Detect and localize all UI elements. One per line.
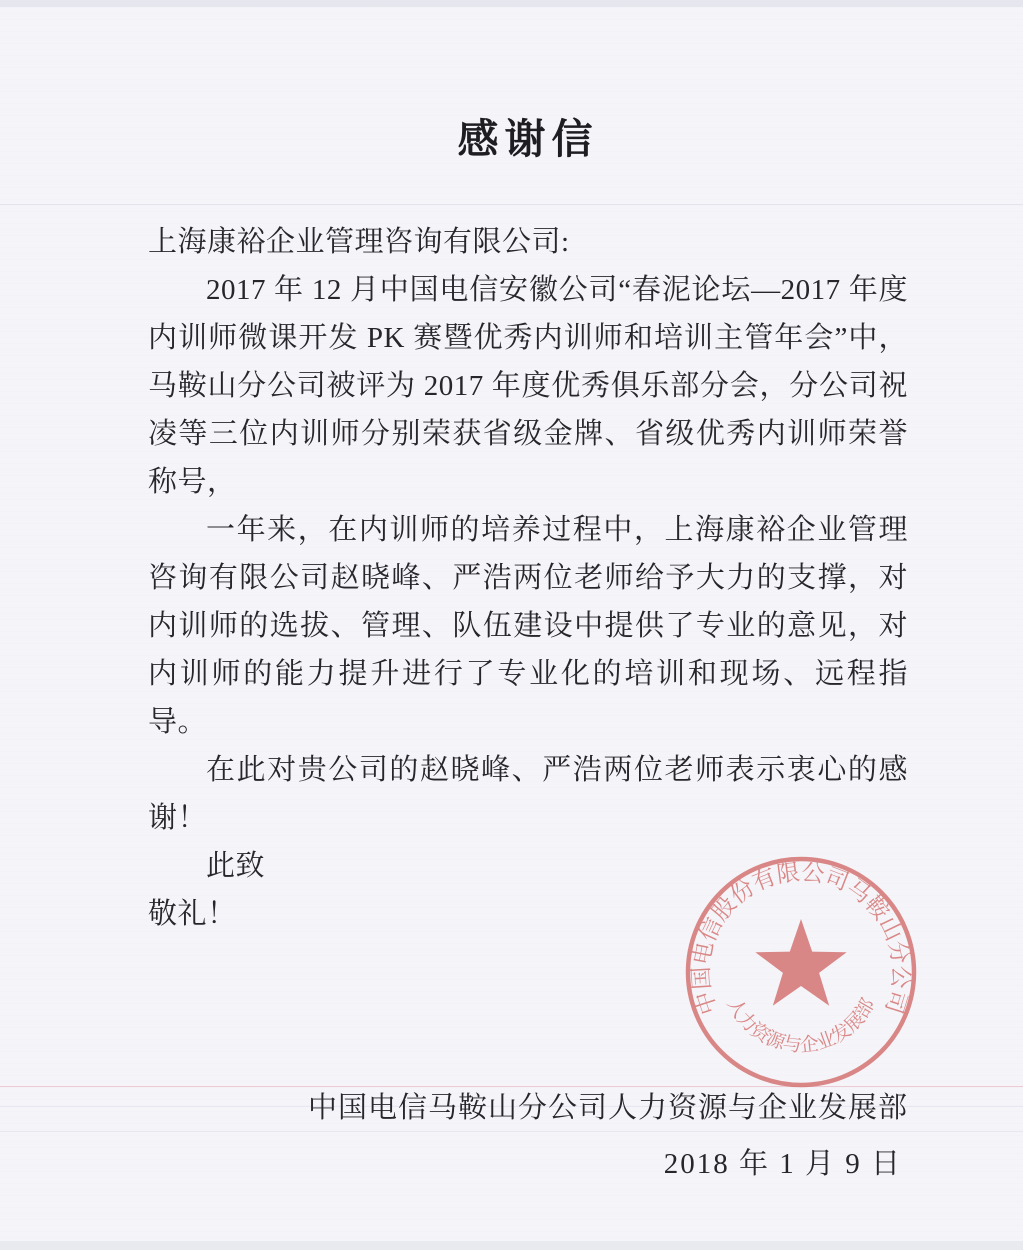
closing-salute: 敬礼！ [148, 898, 237, 930]
seal-ring-text: 中国电信股份有限公司马鞍山分公司 [688, 859, 914, 1018]
seal-bottom-text: 人力资源与企业发展部 [722, 994, 880, 1057]
paragraph: 一年来，在内训师的培养过程中，上海康裕企业管理咨询有限公司赵晓峰、严浩两位老师给予大力的支撑，对内训师的选拔、管理、队伍建设中提供了专业的意见，对内训师的能力提升进行了专业化的培训和现场、远程指导。 [148, 514, 908, 738]
signature-block [148, 1084, 908, 1188]
paragraph: 2017 年 12 月中国电信安徽公司“春泥论坛—2017 年度内训师微课开发 PK 赛暨优秀内训师和培训主管年会”中，马鞍山分公司被评为 2017 年度优秀俱乐部分会，分公司祝凌等三位内训师分别荣获省级金牌、省级优秀内训师荣誉称号， [148, 274, 908, 498]
letter-text [148, 218, 908, 938]
signature-org: 中国电信马鞍山分公司人力资源与企业发展部 [307, 1092, 908, 1124]
closing-phrase: 此致 [206, 850, 266, 882]
signature-date: 2018 年 1 月 9 日 [663, 1148, 902, 1180]
letter-title: 感谢信 [457, 116, 599, 162]
salutation: 上海康裕企业管理咨询有限公司: [148, 226, 570, 258]
scan-edge-bottom [0, 1241, 1023, 1250]
paragraph: 在此对贵公司的赵晓峰、严浩两位老师表示衷心的感谢！ [148, 754, 908, 834]
